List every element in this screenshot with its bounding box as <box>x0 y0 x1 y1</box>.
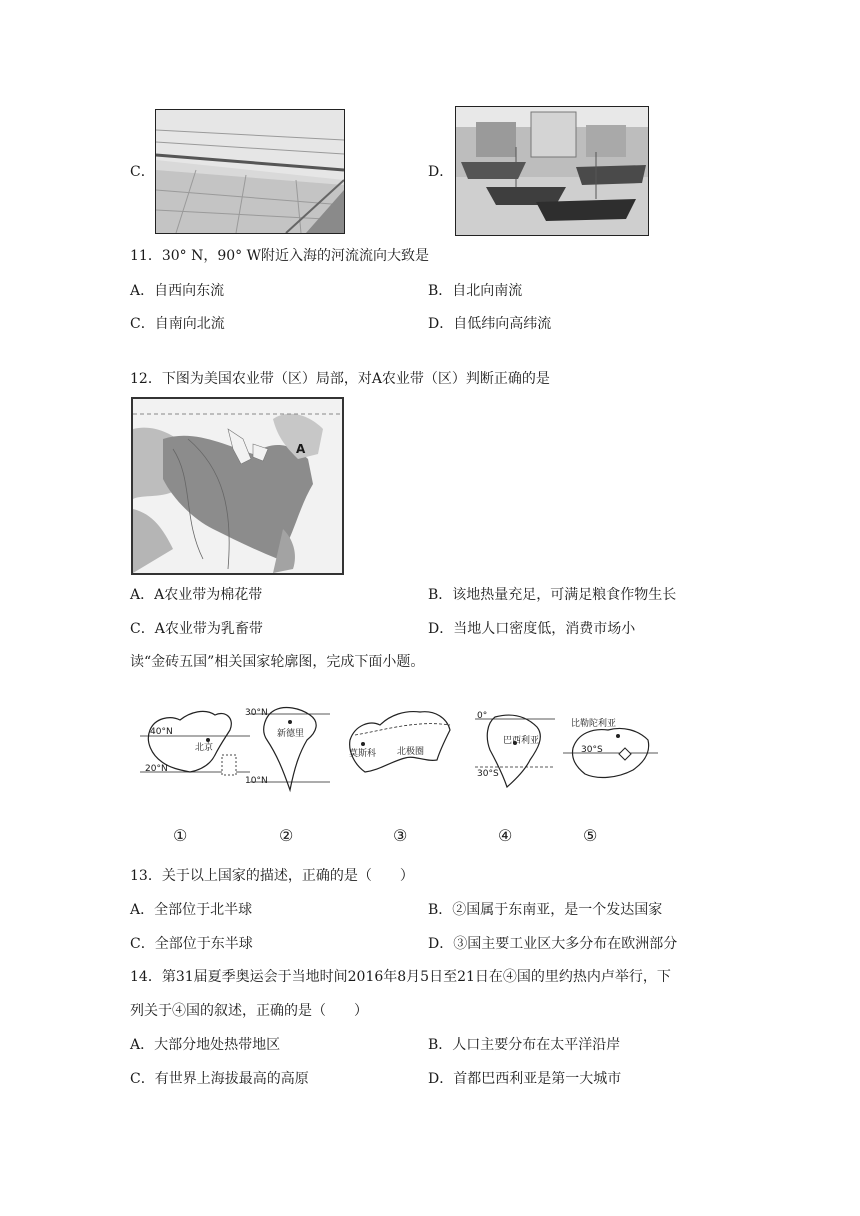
country-number-1: ① <box>173 826 188 845</box>
china-capital-label: 北京 <box>195 743 214 753</box>
brazil-equator-label: 0° <box>477 711 488 721</box>
russia-arctic-circle-label: 北极圈 <box>397 747 425 757</box>
india-lat30-label: 30°N <box>245 708 268 718</box>
q12-stem: 12．下图为美国农业带（区）局部，对A农业带（区）判断正确的是 <box>130 371 550 387</box>
option-d-label: D． <box>428 164 454 180</box>
q11-option-d[interactable]: D．自低纬向高纬流 <box>428 316 552 332</box>
q11-option-b[interactable]: B．自北向南流 <box>428 283 523 299</box>
q13-option-b[interactable]: B．②国属于东南亚，是一个发达国家 <box>428 902 663 918</box>
india-capital-label: 新德里 <box>277 729 305 739</box>
brazil-outline-map <box>475 705 555 790</box>
russia-outline-map <box>345 700 455 785</box>
china-lat40-label: 40°N <box>150 727 173 737</box>
q14-option-b[interactable]: B．人口主要分布在太平洋沿岸 <box>428 1037 621 1053</box>
china-lat20-label: 20°N <box>145 764 168 774</box>
option-c-photo-farmland <box>155 109 345 234</box>
country-number-3: ③ <box>393 826 408 845</box>
map-label-a: A <box>296 442 306 456</box>
q12-option-d[interactable]: D．当地人口密度低，消费市场小 <box>428 621 636 637</box>
country-number-2: ② <box>279 826 294 845</box>
brazil-capital-label: 巴西利亚 <box>503 736 540 746</box>
q11-stem: 11．30° N，90° W附近入海的河流流向大致是 <box>130 248 429 264</box>
q14-option-d[interactable]: D．首都巴西利亚是第一大城市 <box>428 1071 622 1087</box>
q14-stem-line2: 列关于④国的叙述，正确的是（ ） <box>130 1003 368 1019</box>
q14-option-c[interactable]: C．有世界上海拔最高的高原 <box>130 1071 309 1087</box>
brazil-lat30-label: 30°S <box>477 769 499 779</box>
south-africa-lat30-label: 30°S <box>581 745 603 755</box>
option-c-label: C． <box>130 164 155 180</box>
south-africa-capital-label: 比勒陀利亚 <box>571 719 617 729</box>
q13-option-d[interactable]: D．③国主要工业区大多分布在欧洲部分 <box>428 936 678 952</box>
russia-capital-label: 莫斯科 <box>349 749 377 759</box>
india-outline-map <box>245 700 335 795</box>
q11-option-c[interactable]: C．自南向北流 <box>130 316 225 332</box>
country-number-4: ④ <box>498 826 513 845</box>
q12-option-c[interactable]: C．A农业带为乳畜带 <box>130 621 263 637</box>
china-outline-map <box>140 700 250 795</box>
india-lat10-label: 10°N <box>245 776 268 786</box>
q13-option-c[interactable]: C．全部位于东半球 <box>130 936 253 952</box>
option-d-photo-harbor <box>455 106 649 236</box>
q12-option-b[interactable]: B．该地热量充足，可满足粮食作物生长 <box>428 587 677 603</box>
south-africa-outline-map <box>563 708 658 788</box>
q14-option-a[interactable]: A．大部分地处热带地区 <box>130 1037 281 1053</box>
brics-intro: 读“金砖五国”相关国家轮廓图，完成下面小题。 <box>130 654 425 670</box>
country-number-5: ⑤ <box>583 826 598 845</box>
q11-option-a[interactable]: A．自西向东流 <box>130 283 225 299</box>
usa-agriculture-map <box>131 397 344 575</box>
q13-stem: 13．关于以上国家的描述，正确的是（ ） <box>130 868 414 884</box>
q14-stem-line1: 14．第31届夏季奥运会于当地时间2016年8月5日至21日在④国的里约热内卢举行，下 <box>130 969 671 985</box>
q13-option-a[interactable]: A．全部位于北半球 <box>130 902 253 918</box>
q12-option-a[interactable]: A．A农业带为棉花带 <box>130 587 263 603</box>
